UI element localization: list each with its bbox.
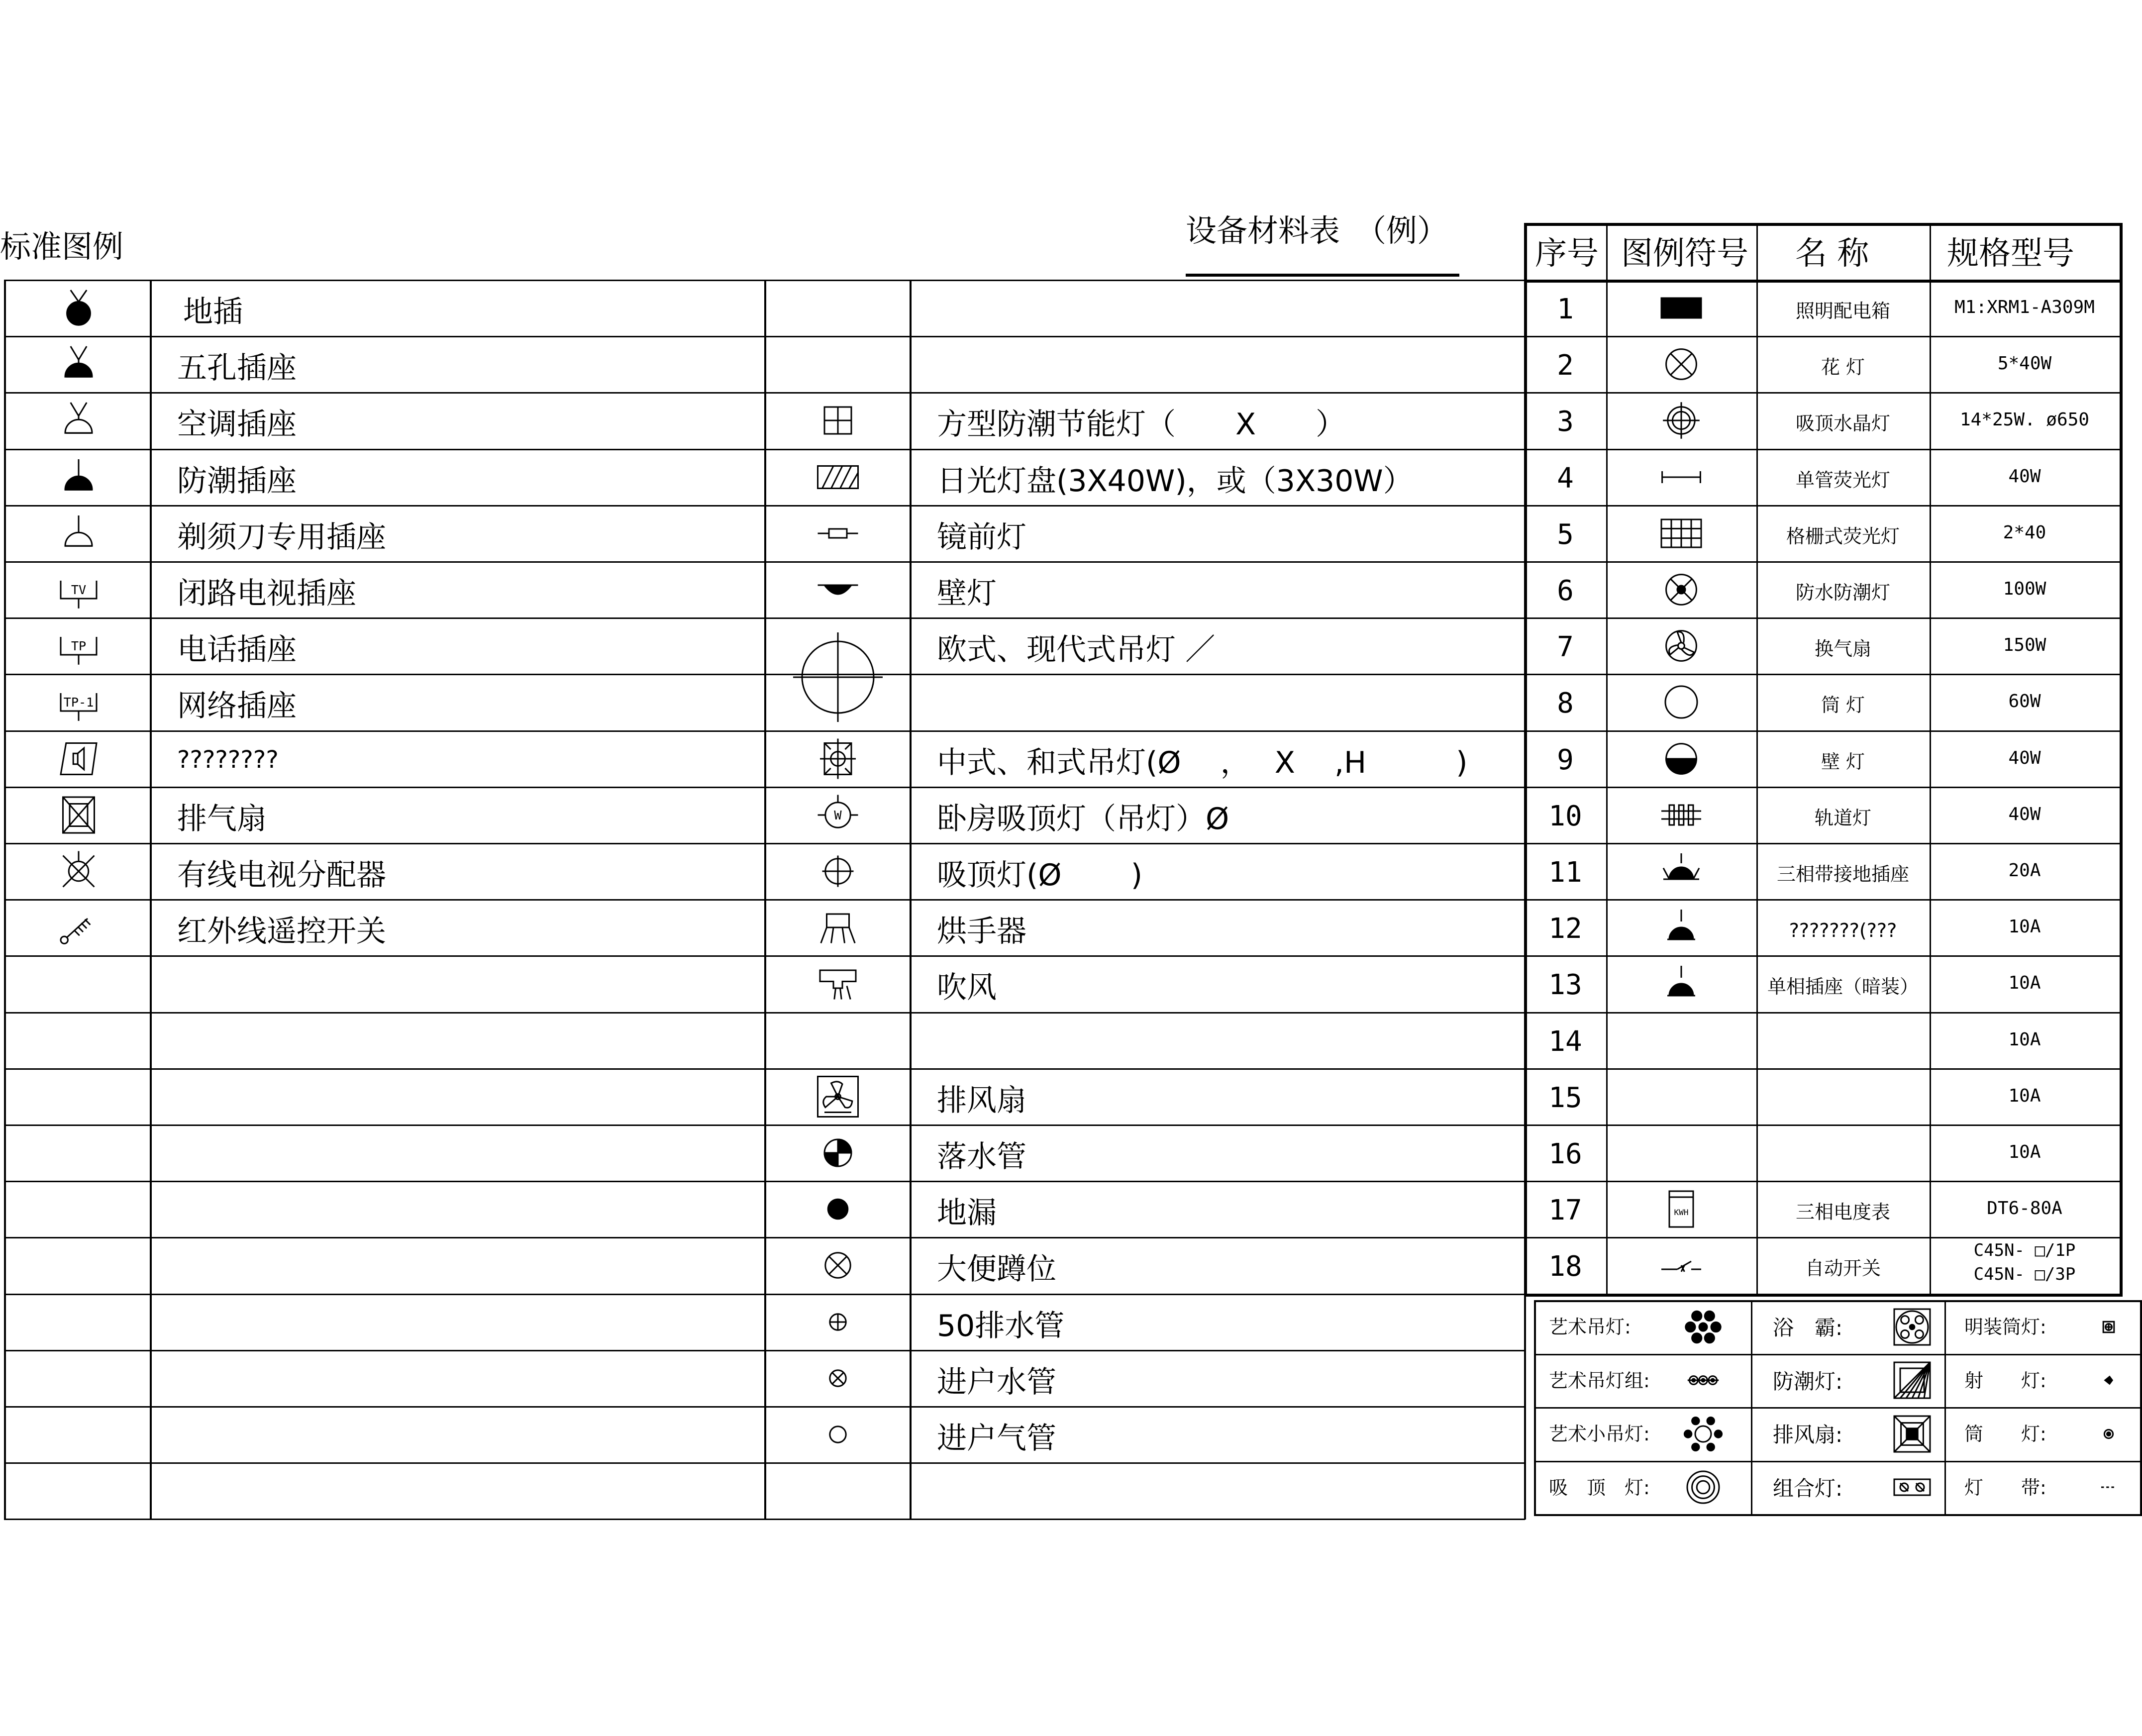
row-number: 7 (1557, 631, 1574, 664)
svg-text:KWH: KWH (1674, 1208, 1689, 1218)
square-moisture-lamp-icon (816, 398, 860, 443)
lamp-label: 吸 顶 灯: (1549, 1476, 1650, 1499)
downlight-small-icon (2100, 1425, 2118, 1443)
material-table (1524, 223, 2120, 1294)
auto-switch-icon (1641, 1245, 1721, 1285)
row-name: 单相插座（暗装） (1767, 976, 1919, 998)
row-number: 10 (1548, 800, 1582, 832)
row-spec: 14*25W. ø650 (1959, 409, 2090, 430)
row-name: 吸顶水晶灯 (1795, 412, 1891, 435)
row-number: 15 (1548, 1081, 1582, 1114)
bath-heater-icon (1892, 1307, 1932, 1347)
row-number: 3 (1557, 406, 1574, 438)
row-number: 6 (1557, 575, 1574, 607)
row-number: 9 (1557, 743, 1574, 776)
pendant-lamp-icon (793, 632, 883, 722)
row-name: 换气扇 (1814, 638, 1872, 660)
surface-downlight-icon (2100, 1318, 2118, 1336)
row-spec: 5*40W (1997, 353, 2052, 374)
lamp-label: 射 灯: (1964, 1369, 2046, 1392)
track-lamp-icon (1641, 795, 1721, 835)
row-name: 筒 灯 (1821, 694, 1865, 716)
combo-lamp-icon (1892, 1467, 1932, 1507)
svg-text:TV: TV (71, 583, 87, 597)
row-spec: 10A (2008, 1029, 2041, 1050)
legend-label: 大便蹲位 (937, 1252, 1056, 1287)
legend-label: ???????? (177, 745, 279, 774)
grille-lamp-icon (1641, 513, 1721, 553)
row-name: 照明配电箱 (1795, 300, 1891, 322)
legend-label: 日光灯盘(3X40W)，或（3X30W） (937, 463, 1413, 499)
legend-label: 50排水管 (937, 1308, 1065, 1343)
lamp-label: 灯 带: (1964, 1476, 2046, 1499)
row-spec: 10A (2008, 973, 2041, 994)
legend-label: 防潮插座 (177, 463, 297, 499)
network-socket-icon (54, 680, 103, 724)
lamp-label: 艺术吊灯: (1549, 1316, 1631, 1338)
legend-label: 中式、和式吊灯(Ø ， X ,H ) (937, 745, 1468, 780)
wall-lamp-icon (816, 567, 860, 612)
legend-label: 红外线遥控开关 (177, 914, 386, 949)
row-number: 18 (1548, 1250, 1582, 1283)
legend-label: 壁灯 (937, 576, 997, 611)
row-spec: C45N- □/1P (1973, 1240, 2076, 1261)
row-number: 5 (1557, 518, 1574, 551)
row-number: 16 (1548, 1138, 1582, 1170)
spotlight-icon (2100, 1371, 2118, 1389)
drain-pipe-50-icon (816, 1300, 860, 1344)
legend-label: 闭路电视插座 (177, 576, 356, 611)
legend-label: 五孔插座 (177, 351, 297, 386)
socket-filled-icon (1661, 908, 1701, 947)
legend-label: 镜前灯 (937, 519, 1026, 555)
row-spec: 20A (2008, 860, 2041, 881)
legend-label: 剃须刀专用插座 (177, 519, 386, 555)
svg-text:W: W (834, 808, 842, 822)
five-hole-socket-icon (54, 342, 103, 387)
ceiling-lamp-icon (816, 849, 860, 894)
lamp-label: 艺术小吊灯: (1549, 1423, 1650, 1445)
water-inlet-pipe-icon (816, 1356, 860, 1401)
fluorescent-panel-icon (816, 455, 860, 500)
legend-label: 电话插座 (177, 632, 297, 668)
table-header: 名 称 (1795, 235, 1869, 272)
legend-label: 地漏 (937, 1196, 997, 1231)
light-strip-icon (2086, 1480, 2131, 1495)
title-underline (1186, 274, 1459, 277)
row-name: 花 灯 (1821, 356, 1865, 379)
row-spec: 40W (2008, 804, 2041, 824)
legend-label: 排风扇 (937, 1083, 1026, 1118)
legend-label: 空调插座 (177, 407, 297, 442)
art-chandelier-icon (1683, 1307, 1723, 1347)
phone-socket-icon (54, 623, 103, 668)
row-name: ???????(??? (1789, 919, 1897, 942)
exhaust-fan-icon (54, 793, 103, 837)
table-header: 规格型号 (1947, 235, 2074, 272)
ventilation-fan-icon (816, 1074, 860, 1119)
crystal-ceiling-lamp-icon (1661, 401, 1701, 440)
exhaust-fan-small-icon (1892, 1414, 1932, 1454)
moisture-proof-socket-icon (54, 455, 103, 500)
row-spec-2: C45N- □/3P (1973, 1264, 2076, 1285)
shaver-socket-icon (54, 511, 103, 556)
lamp-label: 明装筒灯: (1964, 1316, 2046, 1338)
legend-title: 标准图例 (0, 228, 124, 265)
row-name: 格栅式荧光灯 (1786, 525, 1900, 547)
row-number: 11 (1548, 856, 1582, 889)
speaker-icon (54, 736, 103, 781)
row-name: 防水防潮灯 (1795, 582, 1891, 604)
svg-text:TP: TP (71, 639, 87, 654)
lamp-label: 组合灯: (1773, 1476, 1843, 1501)
row-name: 单管荧光灯 (1795, 469, 1891, 491)
lamp-label: 防潮灯: (1773, 1369, 1843, 1394)
row-number: 4 (1557, 462, 1574, 495)
downlight-icon (1661, 682, 1701, 722)
single-tube-lamp-icon (1641, 457, 1721, 497)
ac-socket-icon (54, 398, 103, 443)
mirror-lamp-icon (816, 511, 860, 556)
lamp-label: 艺术吊灯组: (1549, 1369, 1650, 1392)
legend-label: 卧房吸顶灯（吊灯）Ø (937, 801, 1229, 836)
svg-text:TP-1: TP-1 (63, 695, 94, 710)
hand-dryer-icon (816, 905, 860, 950)
ir-remote-switch-icon (54, 905, 103, 950)
row-name: 壁 灯 (1821, 750, 1865, 773)
legend-table (4, 280, 1524, 1519)
legend-label: 有线电视分配器 (177, 858, 386, 893)
row-name: 三相带接地插座 (1776, 863, 1910, 885)
legend-label: 吹风 (937, 970, 997, 1006)
row-spec: 60W (2008, 691, 2041, 712)
downpipe-icon (816, 1130, 860, 1175)
legend-label: 落水管 (937, 1139, 1026, 1174)
legend-label: 排气扇 (177, 801, 267, 836)
kwh-meter-icon (1661, 1189, 1701, 1229)
cctv-socket-icon (54, 567, 103, 612)
concealed-socket-icon (1661, 964, 1701, 1004)
wall-lamp-half-icon (1661, 739, 1701, 779)
table-header: 序号 (1535, 235, 1599, 272)
row-number: 2 (1557, 349, 1574, 382)
blower-icon (816, 961, 860, 1006)
lamp-label: 筒 灯: (1964, 1423, 2046, 1445)
lamp-label: 排风扇: (1773, 1423, 1843, 1447)
chinese-pendant-icon (816, 736, 860, 781)
row-number: 12 (1548, 913, 1582, 945)
legend-label: 进户水管 (937, 1364, 1056, 1400)
row-spec: DT6-80A (1987, 1198, 2062, 1219)
floor-socket-icon (54, 286, 103, 330)
ventilator-icon (1661, 626, 1701, 666)
moisture-lamp-icon (1892, 1360, 1932, 1400)
three-phase-socket-icon (1661, 851, 1701, 891)
floor-drain-icon (816, 1187, 860, 1231)
row-name: 轨道灯 (1814, 807, 1872, 829)
legend-label: 地插 (183, 295, 243, 329)
art-chandelier-group-icon (1671, 1365, 1735, 1395)
legend-label: 进户气管 (937, 1421, 1056, 1456)
legend-label: 烘手器 (937, 914, 1026, 949)
flower-lamp-icon (1661, 344, 1701, 384)
ceiling-lamp-small-icon (1683, 1467, 1723, 1507)
row-spec: 40W (2008, 747, 2041, 768)
row-name: 自动开关 (1805, 1257, 1881, 1280)
row-spec: 100W (2003, 579, 2046, 599)
row-number: 14 (1548, 1025, 1582, 1058)
legend-label: 吸顶灯(Ø ) (937, 858, 1143, 893)
legend-label: 网络插座 (177, 689, 297, 724)
row-spec: 2*40 (2003, 522, 2046, 543)
row-number: 1 (1557, 293, 1574, 325)
distribution-box-icon (1641, 288, 1721, 328)
row-name: 三相电度表 (1795, 1201, 1891, 1224)
row-spec: 10A (2008, 1085, 2041, 1106)
row-spec: 150W (2003, 635, 2046, 656)
row-number: 8 (1557, 687, 1574, 720)
row-number: 17 (1548, 1194, 1582, 1227)
waterproof-lamp-icon (1661, 570, 1701, 610)
bedroom-ceiling-lamp-icon (816, 793, 860, 837)
lamp-label: 浴 霸: (1773, 1316, 1843, 1340)
row-number: 13 (1548, 969, 1582, 1002)
material-table-title: 设备材料表 （例） (1186, 212, 1448, 249)
gas-inlet-pipe-icon (816, 1412, 860, 1457)
row-spec: 10A (2008, 917, 2041, 937)
catv-splitter-icon (54, 849, 103, 894)
row-spec: 10A (2008, 1142, 2041, 1162)
row-spec: 40W (2008, 466, 2041, 487)
small-art-chandelier-icon (1683, 1414, 1723, 1454)
legend-label: 方型防潮节能灯（ X ） (937, 407, 1346, 442)
squat-toilet-icon (816, 1243, 860, 1288)
lamp-legend-box (1534, 1300, 2142, 1514)
table-header: 图例符号 (1621, 235, 1748, 272)
row-spec: M1:XRM1-A309M (1954, 297, 2095, 317)
legend-label: 欧式、现代式吊灯 ／ (937, 632, 1216, 668)
